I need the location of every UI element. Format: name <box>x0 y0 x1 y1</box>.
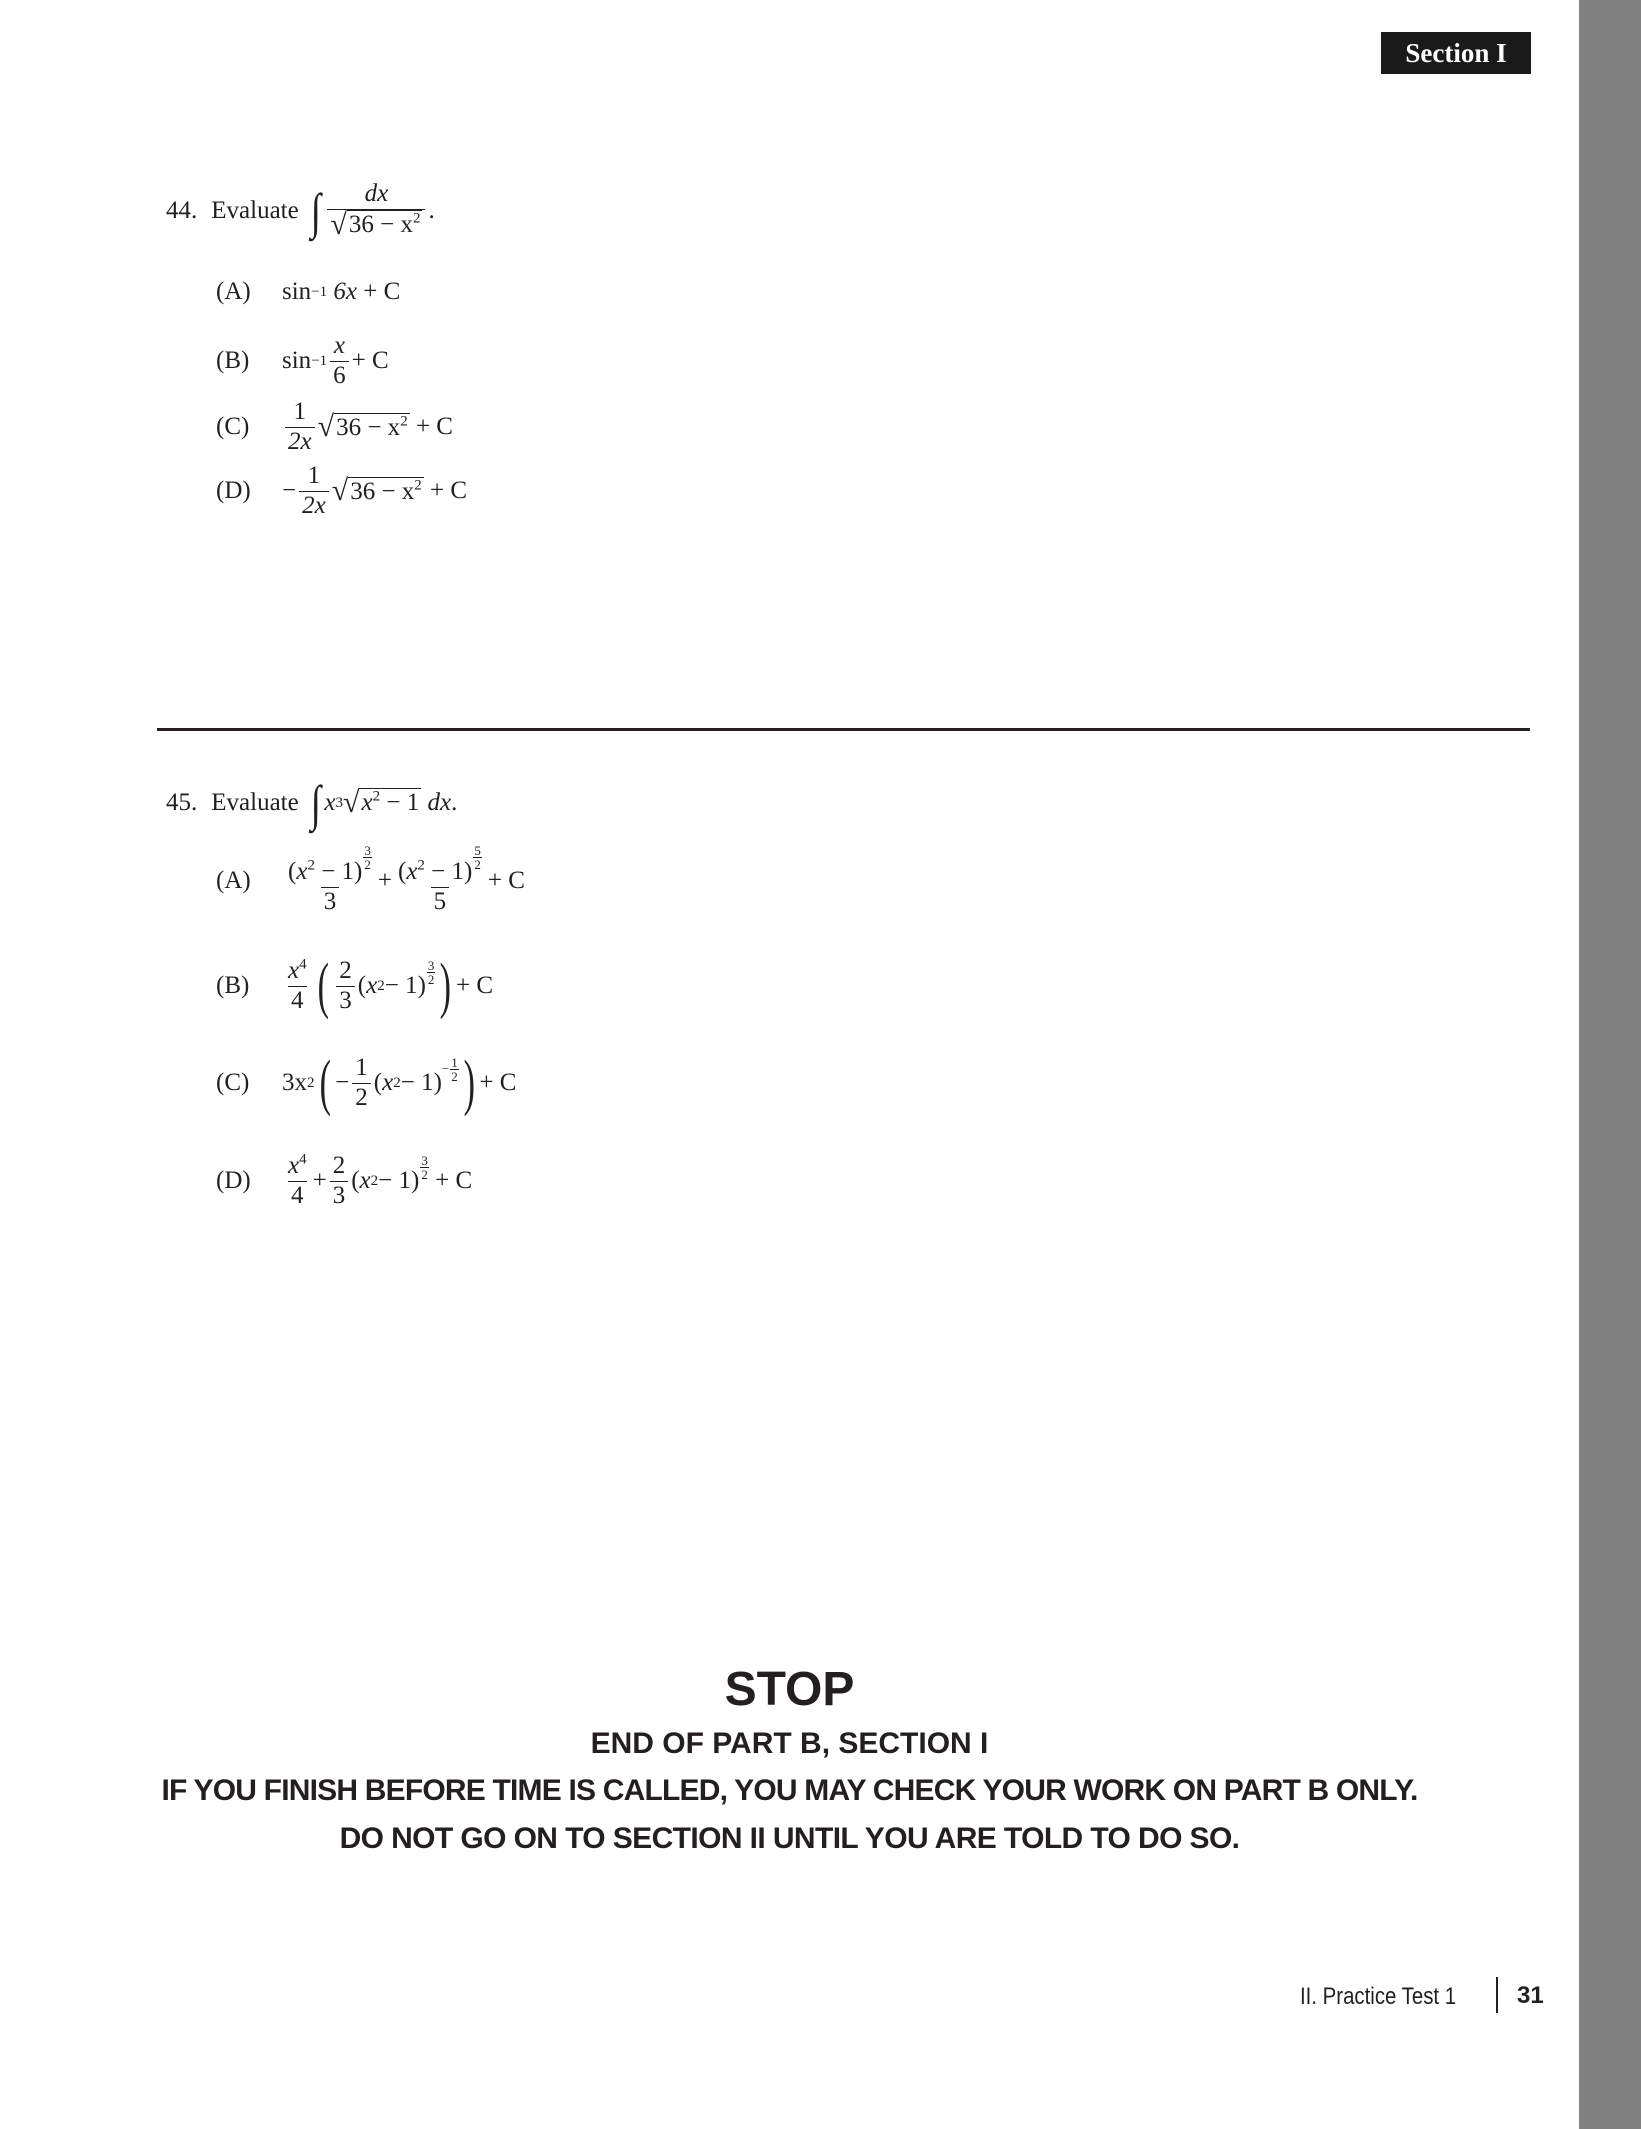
footer-chapter: II. Practice Test 1 <box>1300 1983 1457 2010</box>
question-44: 44. Evaluate ∫ dx √ $36 - x^2$ . <box>166 180 435 241</box>
option-45-c[interactable]: (C) 3x 2 ( − $\frac{1}{2}$ ( x 2 − 1 ) − $\frac{1}{2}$ ) + C <box>216 1049 517 1117</box>
question-prompt: Evaluate <box>211 196 299 224</box>
page-number: 31 <box>1517 1982 1544 2009</box>
question-number: 44. <box>166 196 198 224</box>
option-45-d[interactable]: (D) $\frac{x^4}{4}$ + $\frac{2}{3}$ ( x 2 − 1 ) 3 2 + C <box>216 1151 473 1209</box>
page-edge-sidebar <box>1579 0 1641 2129</box>
option-45-a[interactable]: (A) $(x^2 - 1)$ $\frac{3}{2}$ 3 + $(x^2 - 1)$ $\frac{5}{2}$ 5 + C <box>216 843 525 915</box>
section-tab: Section I <box>1381 32 1531 74</box>
integral-icon: ∫ <box>310 182 321 239</box>
question-number: 45. <box>166 789 198 816</box>
sqrt: √ $36 - x^2$ <box>330 207 421 241</box>
question-prompt: Evaluate <box>211 789 299 816</box>
option-44-b[interactable]: (B) sin −1 $\frac{x}{6}$ + C <box>216 332 389 389</box>
stop-title: STOP <box>724 1663 855 1716</box>
option-44-c[interactable]: (C) $\frac{1}{2x}$ √ $36 - x^2$ + C <box>216 398 453 455</box>
footer-divider <box>1496 1977 1498 2013</box>
stop-line-2: IF YOU FINISH BEFORE TIME IS CALLED, YOU MAY CHECK YOUR WORK ON PART B ONLY. <box>161 1774 1418 1807</box>
stop-line-3: DO NOT GO ON TO SECTION II UNTIL YOU ARE TOLD TO DO SO. <box>339 1822 1240 1855</box>
question-divider <box>157 728 1530 731</box>
option-44-d[interactable]: (D) − $\frac{1}{2x}$ √ $36 - x^2$ + C <box>216 462 468 519</box>
option-44-a[interactable]: (A) sin −1 6x + C <box>216 278 401 305</box>
question-45: 45. Evaluate ∫ x 3 √ $x^2 - 1$ dx . <box>166 775 458 831</box>
integral-icon: ∫ <box>310 775 321 831</box>
option-45-b[interactable]: (B) $\frac{x^4}{4}$ ( $\frac{2}{3}$ ( x 2 − 1 ) 3 2 ) + C <box>216 952 494 1020</box>
integrand-fraction: dx √ $36 - x^2$ <box>327 180 425 242</box>
stop-line-1: END OF PART B, SECTION I <box>590 1727 989 1760</box>
sqrt: √ $x^2 - 1$ <box>343 786 420 819</box>
